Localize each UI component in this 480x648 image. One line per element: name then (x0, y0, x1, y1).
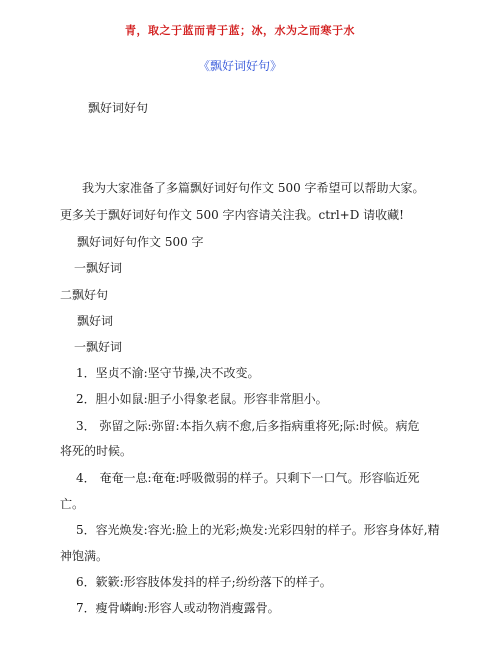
list-item-continuation: 亡。 (60, 497, 85, 511)
document-title: 《飘好词好句》 (197, 59, 282, 73)
intro-line-2: 更多关于飘好词好句作文 500 字内容请关注我。ctrl+D 请收藏! (60, 208, 404, 222)
subsection-heading-2: 一飘好词 (74, 340, 123, 354)
doc-heading: 飘好词好句 (88, 101, 149, 115)
list-item-continuation: 将死的时候。 (60, 444, 133, 458)
list-item: 1．坚贞不渝:坚守节操,决不改变。 (76, 366, 260, 380)
list-item: 7．瘦骨嶙峋:形容人或动物消瘦露骨。 (76, 601, 280, 615)
list-item-continuation: 神饱满。 (60, 549, 109, 563)
header-motto: 青，取之于蓝而青于蓝；冰，水为之而寒于水 (125, 24, 355, 37)
section-heading-2: 二飘好句 (60, 288, 109, 302)
subtitle: 飘好词好句作文 500 字 (77, 235, 204, 249)
list-item: 3． 弥留之际:弥留:本指久病不愈,后多指病重将死;际:时候。病危 (76, 419, 420, 433)
subsection-heading: 飘好词 (77, 314, 114, 328)
list-item: 6．簌簌:形容肢体发抖的样子;纷纷落下的样子。 (76, 575, 332, 589)
list-item: 4． 奄奄一息:奄奄:呼吸微弱的样子。只剩下一口气。形容临近死 (76, 471, 420, 485)
list-item: 2．胆小如鼠:胆子小得象老鼠。形容非常胆小。 (76, 392, 328, 406)
list-item: 5．容光焕发:容光:脸上的光彩;焕发:光彩四射的样子。形容身体好,精 (76, 523, 440, 537)
intro-line-1: 我为大家准备了多篇飘好词好句作文 500 字希望可以帮助大家。 (82, 181, 425, 195)
section-heading-1: 一飘好词 (74, 261, 123, 275)
